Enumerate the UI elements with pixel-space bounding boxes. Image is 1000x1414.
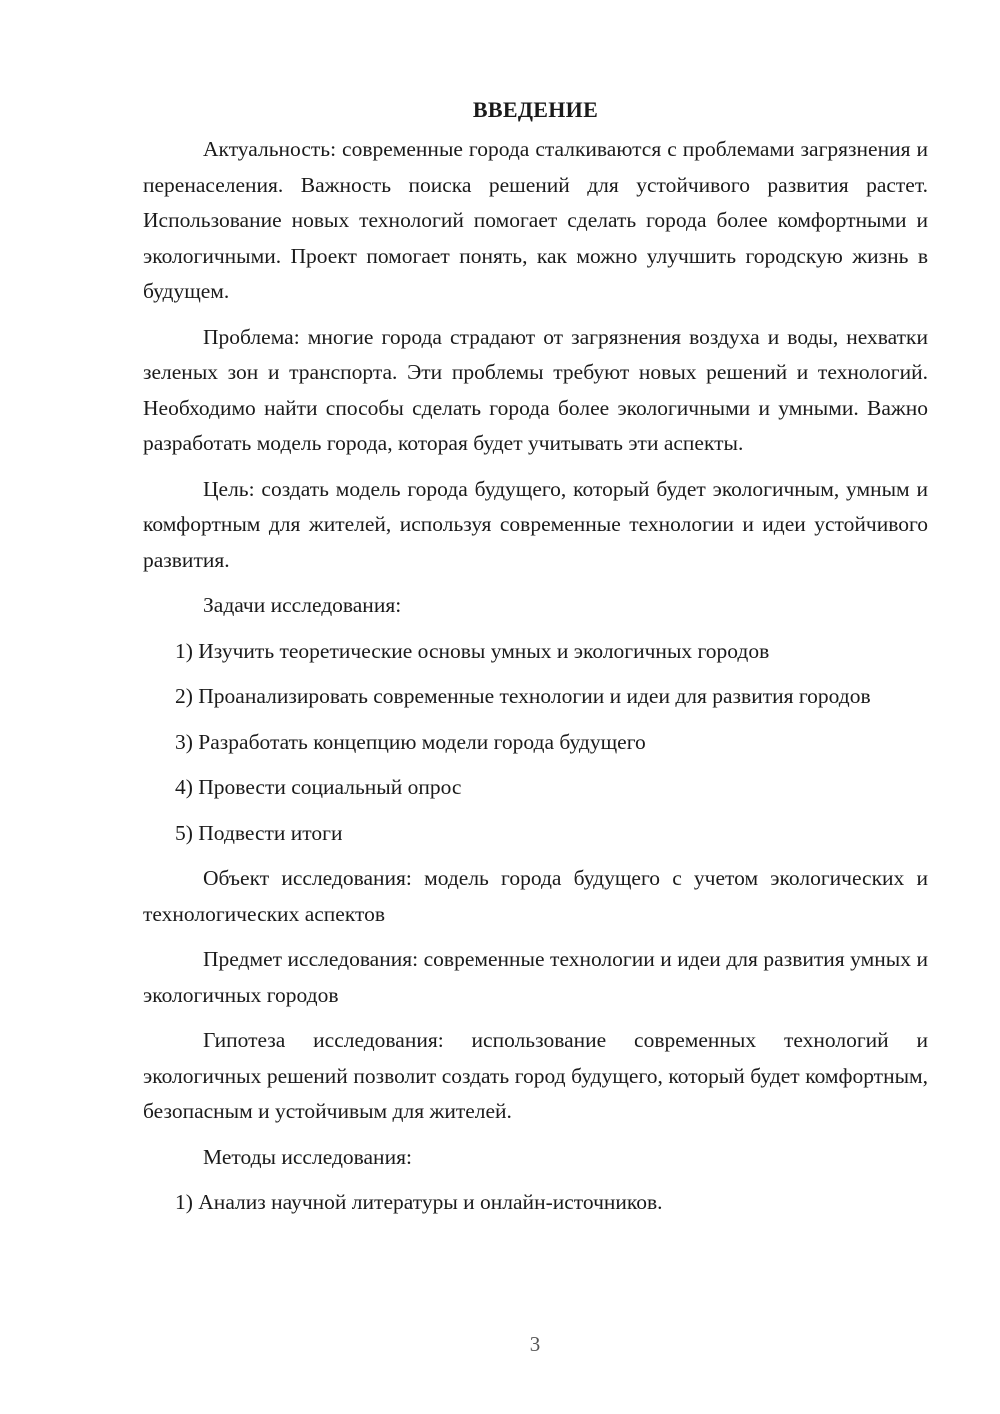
- task-item: 2) Проанализировать современные технологии и идеи для развития городов: [175, 684, 871, 708]
- problem-paragraph: Проблема: многие города страдают от загрязнения воздуха и воды, нехватки зеленых зон и транспорта. Эти проблемы требуют новых решений и технологий. Необходимо найти способы сделать города более экологичными и умными. Важно разработать модель города, которая будет учитывать эти аспекты.: [143, 324, 928, 455]
- subject-paragraph: Предмет исследования: современные технологии и идеи для развития умных и экологичных городов: [143, 947, 928, 1007]
- relevance-paragraph: Актуальность: современные города сталкиваются с проблемами загрязнения и перенаселения. Важность поиска решений для устойчивого развития растет. Использование новых технологий помогает сделать города более комфортными и экологичными. Проект помогает понять, как можно улучшить городскую жизнь в будущем.: [143, 137, 928, 303]
- methods-heading: Методы исследования:: [203, 1144, 412, 1169]
- object-paragraph: Объект исследования: модель города будущего с учетом экологических и технологических аспектов: [143, 866, 928, 926]
- section-title: ВВЕДЕНИЕ: [472, 97, 599, 122]
- method-item: 1) Анализ научной литературы и онлайн-источников.: [175, 1190, 663, 1214]
- page-number: 3: [529, 1332, 541, 1356]
- tasks-heading: Задачи исследования:: [203, 593, 402, 617]
- goal-paragraph: Цель: создать модель города будущего, который будет экологичным, умным и комфортным для жителей, используя современные технологии и идеи устойчивого развития.: [143, 476, 928, 572]
- task-item: 5) Подвести итоги: [175, 820, 343, 845]
- task-item: 1) Изучить теоретические основы умных и экологичных городов: [175, 638, 770, 663]
- task-item: 4) Провести социальный опрос: [175, 775, 462, 799]
- task-item: 3) Разработать концепцию модели города будущего: [175, 729, 646, 754]
- document-page: [143, 92, 928, 1231]
- hypothesis-paragraph: Гипотеза исследования: использование современных технологий и экологичных решений позволит создать город будущего, который будет комфортным, безопасным и устойчивым для жителей.: [143, 1028, 928, 1123]
